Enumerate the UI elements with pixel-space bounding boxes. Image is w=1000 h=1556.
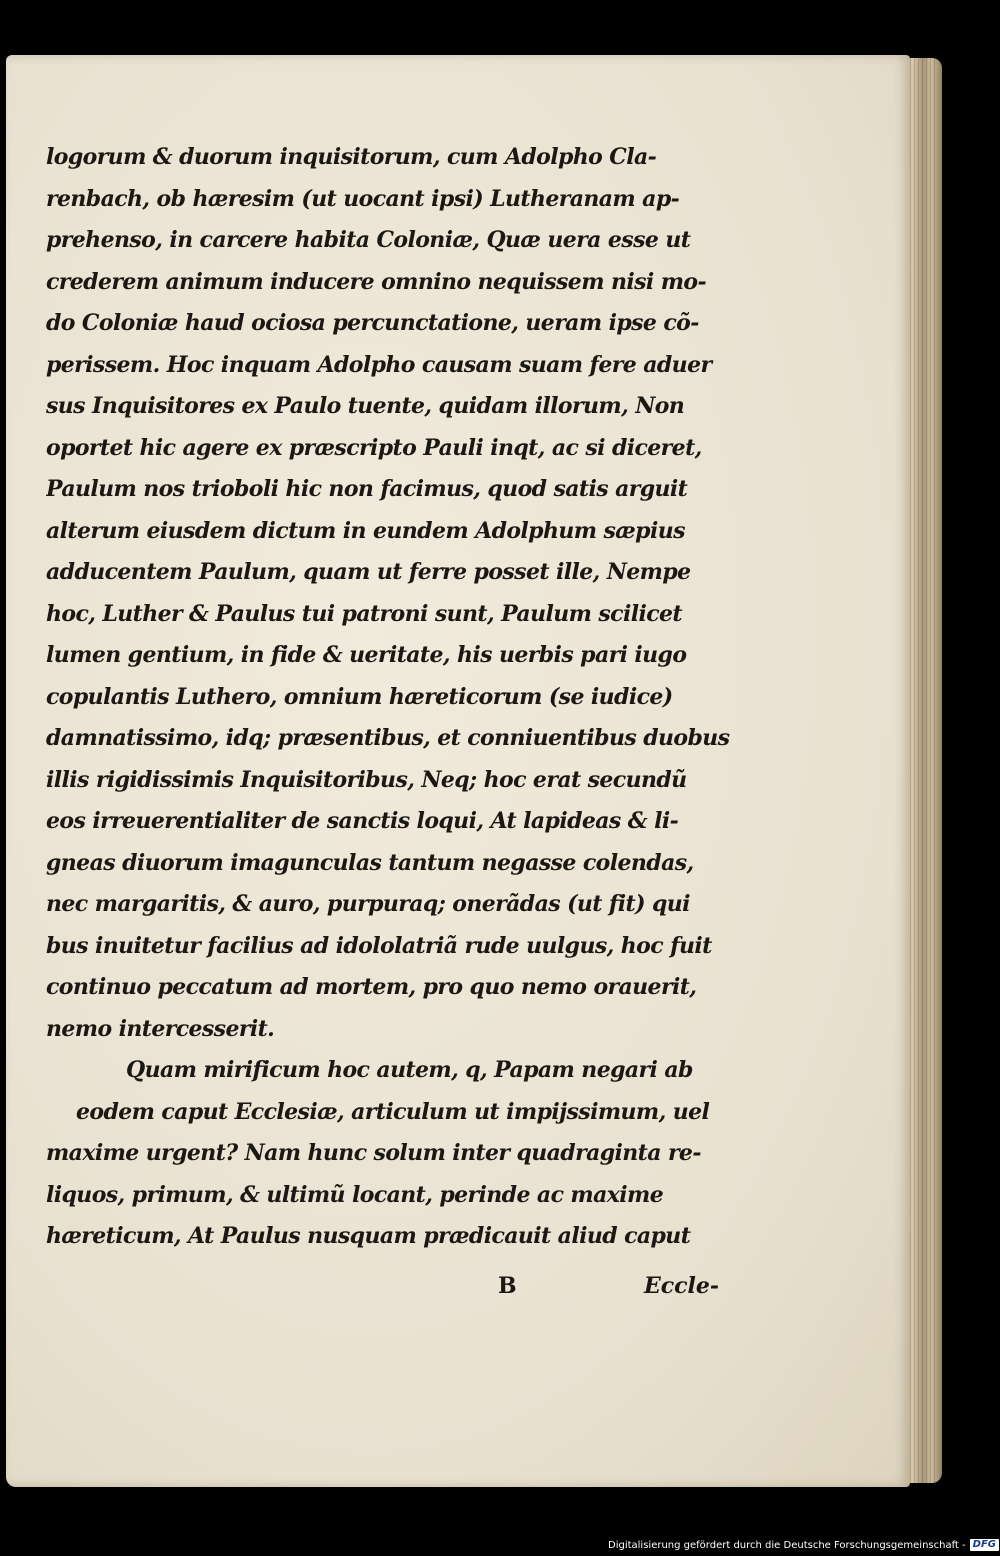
text-line: eodem caput Ecclesiæ, articulum ut impijssimum, uel [76,1098,710,1125]
text-line: oportet hic agere ex præscripto Pauli inqt, ac si diceret, [46,434,702,461]
text-line: alterum eiusdem dictum in eundem Adolphum sæpius [46,517,685,544]
signature-mark: B [498,1273,517,1299]
text-line: hæreticum, At Paulus nusquam prædicauit aliud caput [46,1223,691,1249]
text-line: sus Inquisitores ex Paulo tuente, quidam illorum, Non [46,393,685,419]
text-line: maxime urgent? Nam hunc solum inter quadraginta re- [46,1140,701,1166]
funding-notice [608,1538,999,1552]
page-footer [46,1267,746,1307]
text-line: nemo intercesserit. [46,1015,275,1042]
dfg-logo: DFG [970,1539,999,1551]
text-line: copulantis Luthero, omnium hæreticorum (se iudice) [46,683,673,710]
text-line: renbach, ob hæresim (ut uocant ipsi) Lutheranam ap- [46,185,680,212]
text-line: liquos, primum, & ultimũ locant, perinde ac maxime [46,1181,664,1208]
text-line: logorum & duorum inquisitorum, cum Adolpho Cla- [46,144,657,170]
catchword: Eccle- [644,1273,720,1299]
text-line: prehenso, in carcere habita Coloniæ, Quæ uera esse ut [46,227,691,253]
text-line: continuo peccatum ad mortem, pro quo nemo orauerit, [46,974,697,1000]
text-line: bus inuitetur facilius ad idololatriã rude uulgus, hoc fuit [46,932,712,959]
text-line: nec margaritis, & auro, purpuraq; onerãdas (ut fit) qui [46,891,690,917]
body-text [46,137,746,1258]
text-line: gneas diuorum imagunculas tantum negasse colendas, [46,849,694,876]
text-line: lumen gentium, in fide & ueritate, his uerbis pari iugo [46,642,687,668]
text-line: damnatissimo, idq; præsentibus, et conniuentibus duobus [46,725,730,751]
funding-text: Digitalisierung gefördert durch die Deutsche Forschungsgemeinschaft - [608,1539,966,1551]
text-line: crederem animum inducere omnino nequissem nisi mo- [46,268,706,295]
text-line: eos irreuerentialiter de sanctis loqui, At lapideas & li- [46,808,679,834]
text-line: hoc, Luther & Paulus tui patroni sunt, Paulum scilicet [46,600,682,627]
text-line: perissem. Hoc inquam Adolpho causam suam fere aduer [46,351,712,378]
book-page [6,55,910,1487]
text-line: adducentem Paulum, quam ut ferre posset ille, Nempe [46,559,691,585]
text-line: illis rigidissimis Inquisitoribus, Neq; hoc erat secundũ [46,766,687,793]
paragraph-start-line: Quam mirificum hoc autem, q, Papam negari ab [126,1057,693,1083]
text-line: do Coloniæ haud ociosa percunctatione, ueram ipse cõ- [46,310,699,336]
text-line: Paulum nos trioboli hic non facimus, quod satis arguit [46,476,688,502]
